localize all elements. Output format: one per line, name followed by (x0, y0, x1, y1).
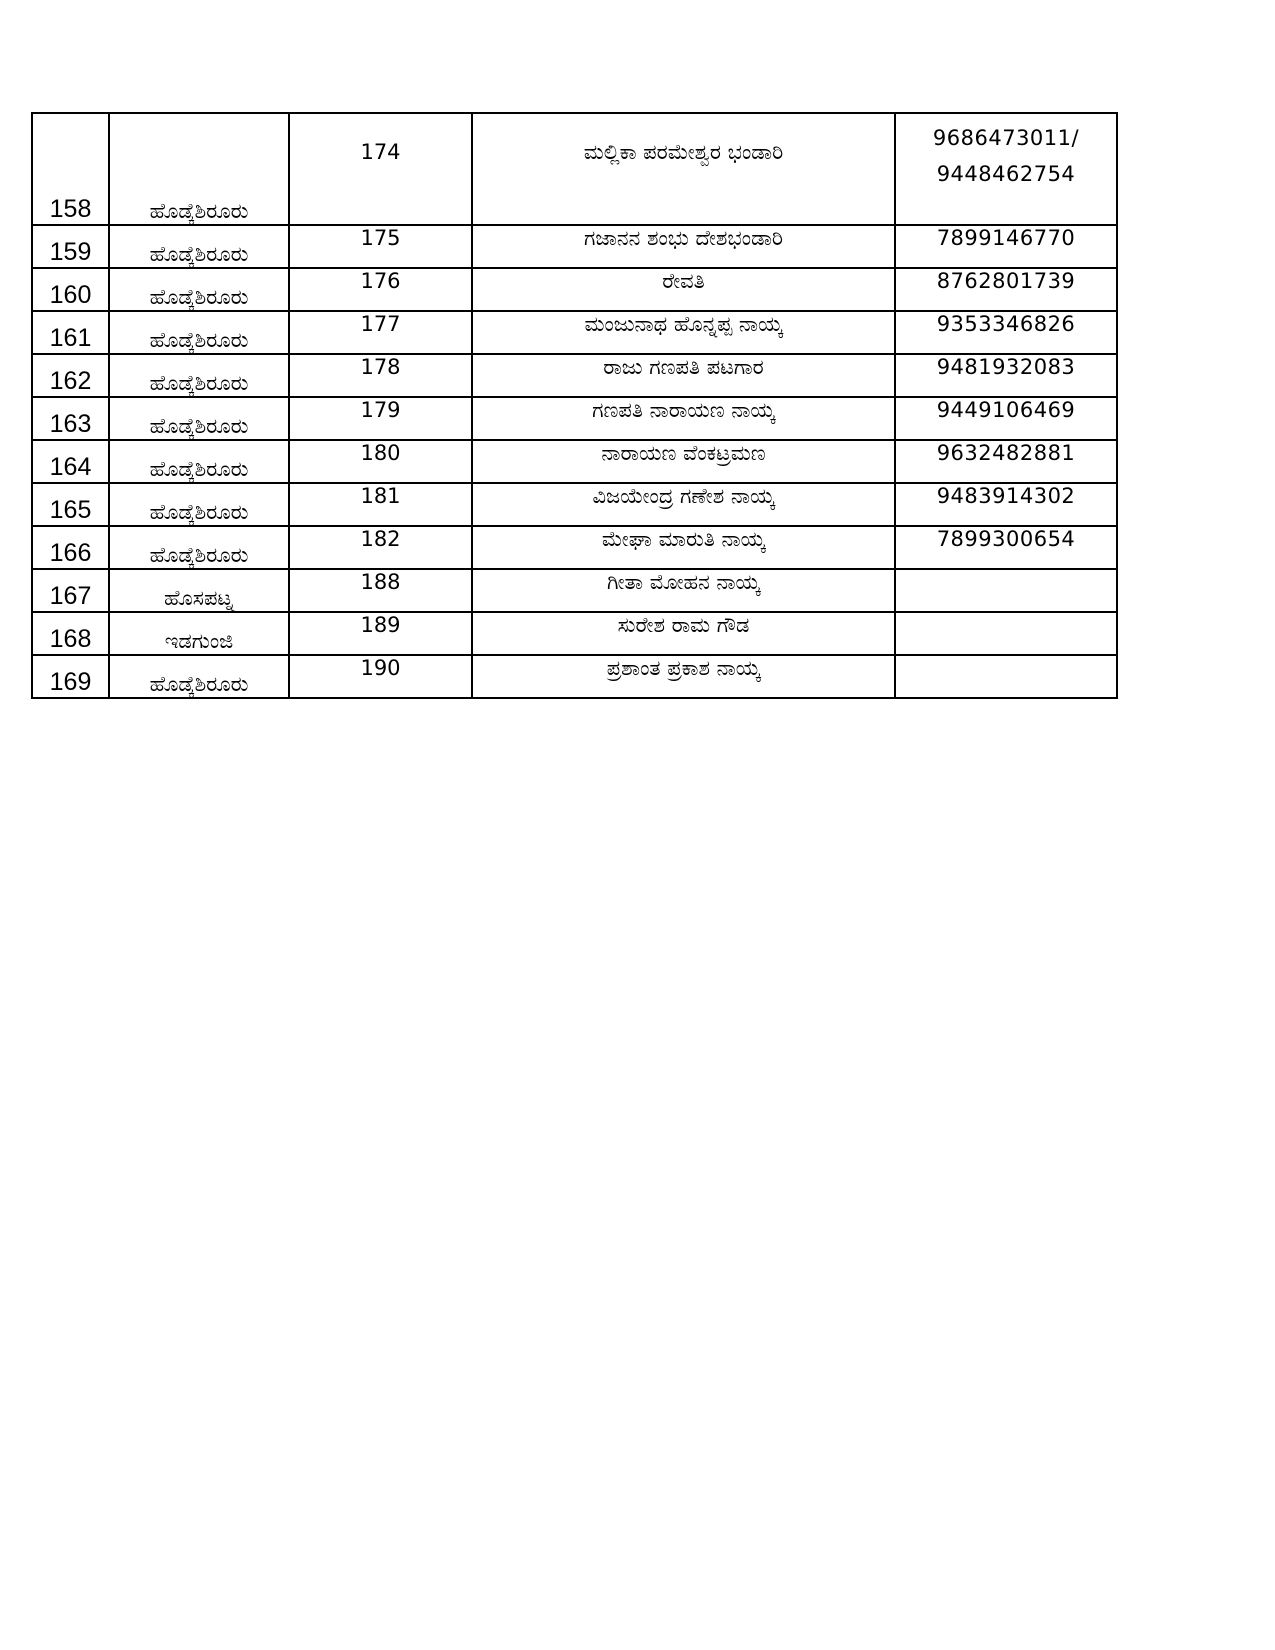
village-cell: ಹೊಡ್ಕೆಶಿರೂರು (109, 268, 289, 311)
serial-number-cell: 169 (32, 655, 109, 698)
name-cell: ಗಣಪತಿ ನಾರಾಯಣ ನಾಯ್ಕ (472, 397, 895, 440)
table-row (32, 483, 1117, 526)
serial-number-cell: 158 (32, 113, 109, 225)
number-cell: 188 (289, 569, 472, 612)
serial-number-cell: 166 (32, 526, 109, 569)
name-cell: ರಾಜು ಗಣಪತಿ ಪಟಗಾರ (472, 354, 895, 397)
serial-number-cell: 168 (32, 612, 109, 655)
name-cell: ಸುರೇಶ ರಾಮ ಗೌಡ (472, 612, 895, 655)
number-cell: 178 (289, 354, 472, 397)
village-cell: ಹೊಸಪಟ್ನ (109, 569, 289, 612)
phone-cell (895, 113, 1117, 225)
serial-number-cell: 167 (32, 569, 109, 612)
name-cell: ಮಂಜುನಾಥ ಹೊನ್ನಪ್ಪ ನಾಯ್ಕ (472, 311, 895, 354)
number-cell: 176 (289, 268, 472, 311)
serial-number-cell: 164 (32, 440, 109, 483)
phone-cell (895, 655, 1117, 698)
serial-number-cell: 161 (32, 311, 109, 354)
village-cell: ಹೊಡ್ಕೆಶಿರೂರು (109, 225, 289, 268)
name-cell: ಪ್ರಶಾಂತ ಪ್ರಕಾಶ ನಾಯ್ಕ (472, 655, 895, 698)
phone-cell: 9353346826 (895, 311, 1117, 354)
table-row (32, 225, 1117, 268)
serial-number-cell: 159 (32, 225, 109, 268)
name-cell: ವಿಜಯೇಂದ್ರ ಗಣೇಶ ನಾಯ್ಕ (472, 483, 895, 526)
phone-cell: 9449106469 (895, 397, 1117, 440)
table-row (32, 569, 1117, 612)
village-cell: ಇಡಗುಂಜಿ (109, 612, 289, 655)
number-cell: 189 (289, 612, 472, 655)
village-cell: ಹೊಡ್ಕೆಶಿರೂರು (109, 311, 289, 354)
number-cell: 174 (289, 113, 472, 225)
phone-cell: 7899300654 (895, 526, 1117, 569)
number-cell: 179 (289, 397, 472, 440)
number-cell: 175 (289, 225, 472, 268)
table-row (32, 397, 1117, 440)
number-cell: 180 (289, 440, 472, 483)
number-cell: 190 (289, 655, 472, 698)
serial-number-cell: 163 (32, 397, 109, 440)
village-cell: ಹೊಡ್ಕೆಶಿರೂರು (109, 440, 289, 483)
table-row (32, 268, 1117, 311)
table-row (32, 354, 1117, 397)
village-cell: ಹೊಡ್ಕೆಶಿರೂರು (109, 483, 289, 526)
number-cell: 182 (289, 526, 472, 569)
name-cell: ಗೀತಾ ಮೋಹನ ನಾಯ್ಕ (472, 569, 895, 612)
phone-number-alt: 9448462754 (936, 162, 1076, 186)
phone-cell (895, 569, 1117, 612)
table-row (32, 311, 1117, 354)
phone-cell: 9483914302 (895, 483, 1117, 526)
serial-number-cell: 162 (32, 354, 109, 397)
phone-cell: 8762801739 (895, 268, 1117, 311)
phone-cell: 7899146770 (895, 225, 1117, 268)
phone-cell: 9481932083 (895, 354, 1117, 397)
serial-number-cell: 160 (32, 268, 109, 311)
name-cell: ಮಲ್ಲಿಕಾ ಪರಮೇಶ್ವರ ಭಂಡಾರಿ (472, 113, 895, 225)
table-row (32, 440, 1117, 483)
table-row (32, 526, 1117, 569)
name-cell: ರೇವತಿ (472, 268, 895, 311)
records-table (31, 112, 1118, 699)
table-row (32, 113, 1117, 225)
name-cell: ನಾರಾಯಣ ವೆಂಕಟ್ರಮಣ (472, 440, 895, 483)
phone-cell: 9632482881 (895, 440, 1117, 483)
village-cell: ಹೊಡ್ಕೆಶಿರೂರು (109, 113, 289, 225)
village-cell: ಹೊಡ್ಕೆಶಿರೂರು (109, 397, 289, 440)
serial-number-cell: 165 (32, 483, 109, 526)
number-cell: 181 (289, 483, 472, 526)
number-cell: 177 (289, 311, 472, 354)
name-cell: ಮೇಘಾ ಮಾರುತಿ ನಾಯ್ಕ (472, 526, 895, 569)
village-cell: ಹೊಡ್ಕೆಶಿರೂರು (109, 354, 289, 397)
phone-number: 9686473011/ (932, 126, 1080, 150)
village-cell: ಹೊಡ್ಕೆಶಿರೂರು (109, 655, 289, 698)
phone-cell (895, 612, 1117, 655)
village-cell: ಹೊಡ್ಕೆಶಿರೂರು (109, 526, 289, 569)
table-row (32, 655, 1117, 698)
name-cell: ಗಜಾನನ ಶಂಭು ದೇಶಭಂಡಾರಿ (472, 225, 895, 268)
table-row (32, 612, 1117, 655)
